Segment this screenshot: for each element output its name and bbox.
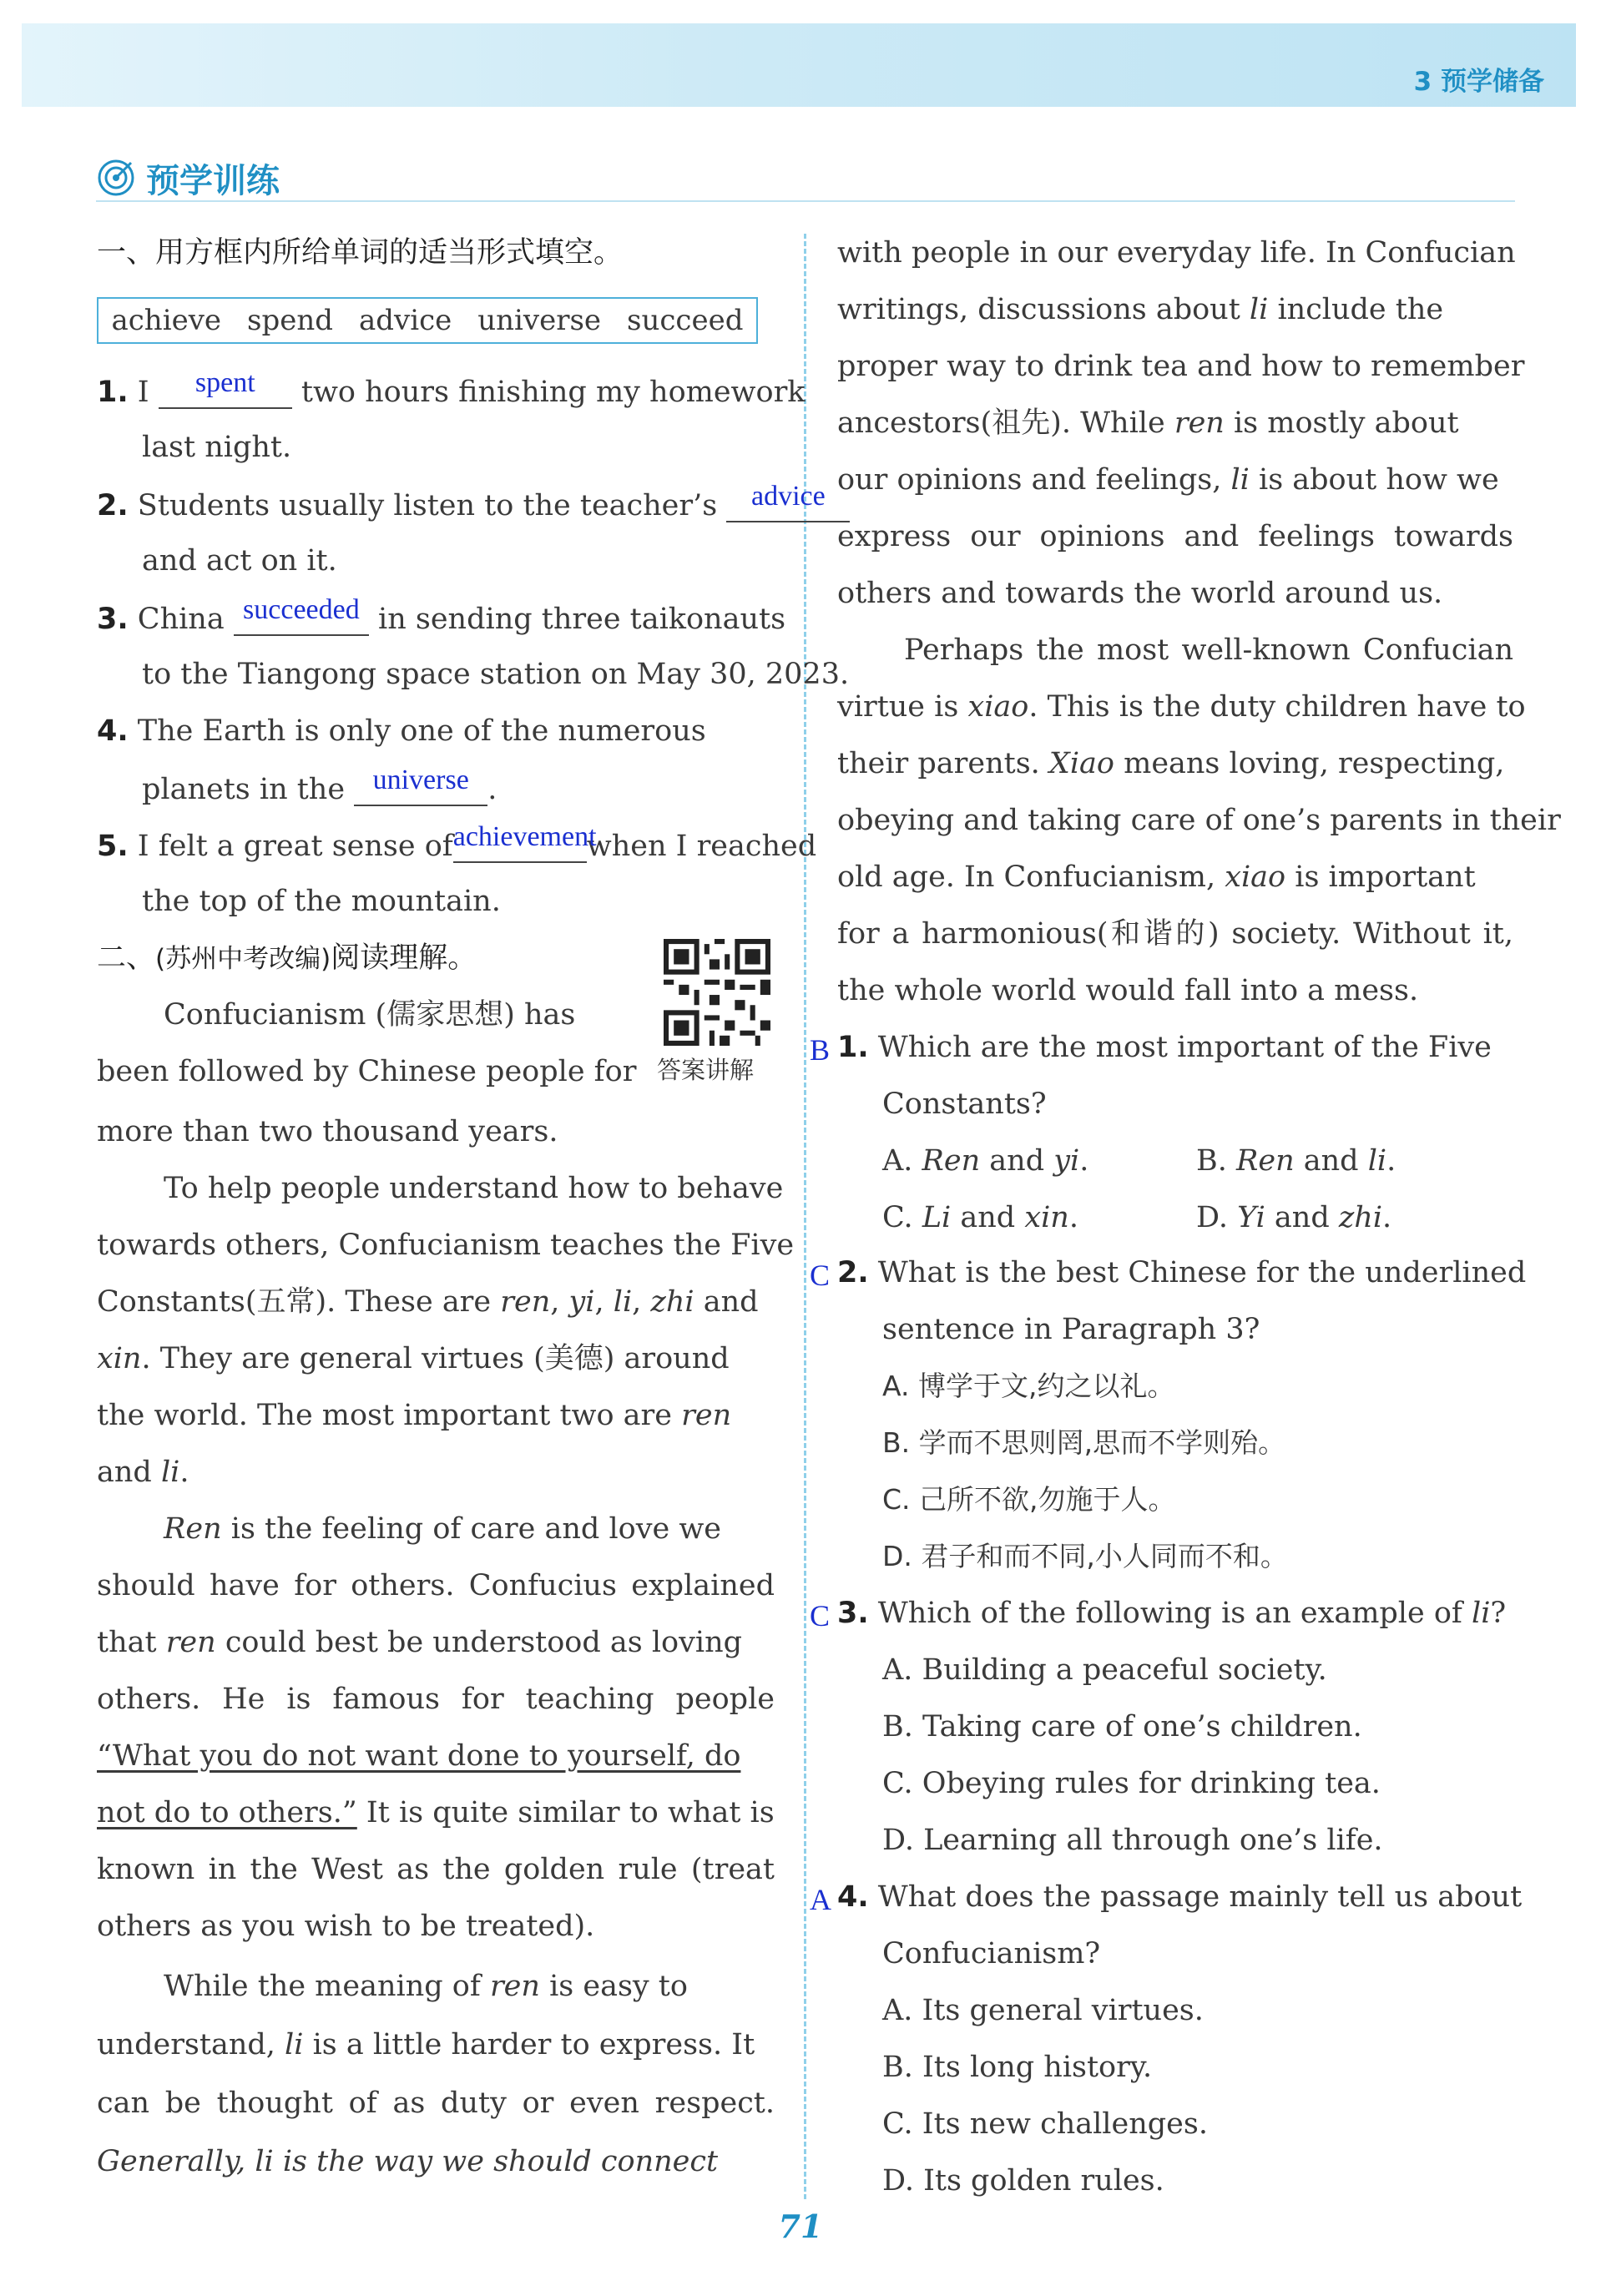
handwritten-answer: advice — [751, 481, 826, 512]
option-d: D. Yi and zhi. — [1196, 1201, 1392, 1234]
section-underline — [96, 200, 1515, 202]
option-a: A. Ren and yi. — [882, 1144, 1089, 1178]
fill-item-3: 3. China succeeded in sending three taikonauts — [97, 594, 786, 636]
question-4-cont: Confucianism? — [882, 1937, 1101, 1971]
section-title: 预学训练 — [146, 161, 280, 200]
option-a: A. 博学于文,约之以礼。 — [882, 1370, 1175, 1402]
option-a: A. Its general virtues. — [882, 1994, 1204, 2027]
passage-line: towards others, Confucianism teaches the Five — [97, 1229, 795, 1262]
question-2: 2. What is the best Chinese for the underlined — [837, 1256, 1527, 1289]
fill-item-4-cont: planets in the universe . — [142, 764, 497, 806]
passage-line: Perhaps the most well-known Confucian — [904, 633, 1513, 667]
option-c: C. Li and xin. — [882, 1201, 1078, 1234]
passage-line: with people in our everyday life. In Confucian — [837, 236, 1516, 270]
fill-item-5-cont: the top of the mountain. — [142, 885, 501, 918]
passage-line: that ren could best be understood as loving — [97, 1626, 743, 1659]
handwritten-answer: spent — [194, 367, 255, 398]
answer-blank — [726, 481, 850, 522]
passage-line: can be thought of as duty or even respect. — [97, 2087, 775, 2120]
answer-mark: A — [810, 1883, 831, 1916]
passage-line: for a harmonious(和谐的) society. Without it, — [837, 917, 1513, 951]
passage-line: Constants(五常). These are ren, yi, li, zhi and — [97, 1285, 759, 1319]
column-divider — [804, 234, 806, 2199]
passage-line: writings, discussions about li include the — [837, 293, 1444, 326]
question-4: 4. What does the passage mainly tell us about — [837, 1880, 1523, 1914]
option-c: C. Its new challenges. — [882, 2107, 1208, 2141]
passage-line: Generally, li is the way we should connect — [97, 2145, 719, 2178]
passage-line: others. He is famous for teaching people — [97, 1683, 775, 1716]
part2-heading: 二、(苏州中考改编)阅读理解。 — [97, 941, 477, 975]
underlined-sentence: not do to others.” — [97, 1796, 357, 1829]
passage-line: Ren is the feeling of care and love we — [164, 1512, 721, 1546]
passage-line: proper way to drink tea and how to remember — [837, 350, 1525, 383]
page-number: 71 — [778, 2208, 823, 2245]
answer-blank — [354, 764, 487, 806]
answer-blank — [452, 821, 597, 863]
target-icon — [96, 158, 136, 198]
passage-line: not do to others.” It is quite similar to what is — [97, 1796, 775, 1829]
option-d: D. Learning all through one’s life. — [882, 1824, 1383, 1857]
option-d: D. Its golden rules. — [882, 2164, 1164, 2198]
passage-line: our opinions and feelings, li is about how we — [837, 463, 1499, 497]
answer-mark: C — [810, 1259, 831, 1292]
passage-line: the world. The most important two are ren — [97, 1399, 732, 1432]
passage-line: virtue is xiao. This is the duty children have to — [837, 690, 1526, 724]
passage-line: known in the West as the golden rule (treat — [97, 1853, 775, 1886]
passage-line: their parents. Xiao means loving, respecting, — [837, 747, 1505, 780]
fill-item-4: 4. The Earth is only one of the numerous — [97, 714, 706, 748]
fill-item-2: 2. Students usually listen to the teacher’s advice — [97, 487, 850, 522]
passage-line: express our opinions and feelings towards — [837, 520, 1513, 553]
qr-label: 答案讲解 — [657, 1056, 755, 1084]
word-bank — [97, 297, 758, 344]
option-b: B. Its long history. — [882, 2051, 1153, 2084]
word-bank-item: achieve — [111, 304, 222, 337]
option-b: B. Ren and li. — [1196, 1144, 1396, 1178]
underlined-sentence: “What you do not want done to yourself, do — [97, 1739, 741, 1773]
passage-line: more than two thousand years. — [97, 1115, 558, 1148]
handwritten-answer: succeeded — [243, 594, 360, 625]
fill-item-1: 1. I spent two hours finishing my homework — [97, 367, 806, 409]
question-2-cont: sentence in Paragraph 3? — [882, 1313, 1260, 1346]
word-bank-item: succeed — [627, 304, 744, 337]
option-c: C. 己所不欲,勿施于人。 — [882, 1483, 1176, 1516]
fill-item-2-cont: and act on it. — [142, 544, 337, 578]
option-a: A. Building a peaceful society. — [882, 1653, 1327, 1687]
passage-line: and li. — [97, 1456, 189, 1489]
fill-item-1-cont: last night. — [142, 431, 292, 464]
fill-item-3-cont: to the Tiangong space station on May 30, 2023. — [142, 658, 850, 691]
option-d: D. 君子和而不同,小人同而不和。 — [882, 1540, 1288, 1572]
section-heading — [96, 153, 280, 203]
passage-line: xin. They are general virtues (美德) around — [97, 1342, 730, 1375]
part1-heading: 一、用方框内所给单词的适当形式填空。 — [97, 236, 624, 270]
answer-blank — [159, 367, 292, 409]
passage-line: To help people understand how to behave — [164, 1172, 784, 1205]
question-1: 1. Which are the most important of the Five — [837, 1031, 1492, 1064]
handwritten-answer: universe — [372, 764, 469, 795]
answer-mark: C — [810, 1599, 831, 1632]
word-bank-item: advice — [358, 304, 452, 337]
qr-code-icon[interactable] — [664, 939, 770, 1046]
passage-line: the whole world would fall into a mess. — [837, 974, 1419, 1007]
word-bank-item: spend — [247, 304, 333, 337]
option-b: B. Taking care of one’s children. — [882, 1710, 1362, 1743]
fill-item-5: 5. I felt a great sense ofachievementwhen I reached — [97, 821, 817, 863]
passage-line: should have for others. Confucius explained — [97, 1569, 775, 1602]
answer-mark: B — [810, 1033, 831, 1067]
passage-line: ancestors(祖先). While ren is mostly about — [837, 406, 1459, 440]
passage-line: others as you wish to be treated). — [97, 1910, 595, 1943]
passage-line: understand, li is a little harder to express. It — [97, 2028, 755, 2061]
passage-line: obeying and taking care of one’s parents in their — [837, 804, 1561, 837]
header-banner — [22, 23, 1576, 107]
word-bank-item: universe — [477, 304, 602, 337]
handwritten-answer: achievement — [452, 821, 597, 852]
answer-blank — [234, 594, 369, 636]
option-c: C. Obeying rules for drinking tea. — [882, 1767, 1381, 1800]
question-3: 3. Which of the following is an example of li? — [837, 1597, 1507, 1630]
passage-line: old age. In Confucianism, xiao is important — [837, 860, 1476, 894]
option-b: B. 学而不思则罔,思而不学则殆。 — [882, 1426, 1286, 1459]
chapter-label: 3 预学储备 — [1413, 67, 1544, 97]
passage-line: Confucianism (儒家思想) has — [164, 998, 576, 1032]
question-1-cont: Constants? — [882, 1087, 1047, 1121]
passage-line: others and towards the world around us. — [837, 577, 1443, 610]
passage-line: been followed by Chinese people for — [97, 1055, 637, 1088]
passage-line: While the meaning of ren is easy to — [164, 1970, 688, 2003]
